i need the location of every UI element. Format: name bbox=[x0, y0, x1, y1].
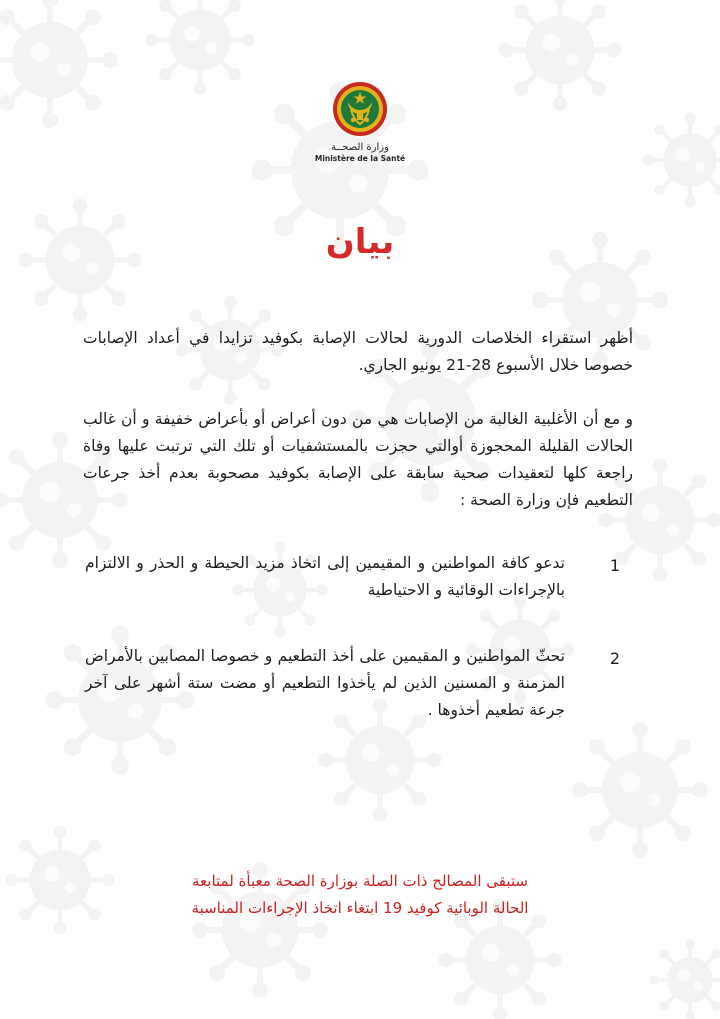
list-item-text: تحثّ المواطنين و المقيمين على أخذ التطعيم و خصوصا المصابين بالأمراض المزمنة و المسنين الذين لم يأخذوا التطعيم أو مضت ستة أشهر على آخر جرعة تطعيم أخذوها . bbox=[85, 647, 565, 719]
list-item-number: 1 bbox=[609, 556, 620, 575]
ministry-name-arabic: وزارة الصحــة bbox=[331, 142, 389, 153]
ministry-name-french: Ministère de la Santé bbox=[314, 154, 406, 163]
paragraph-1: أظهر استقراء الخلاصات الدورية لحالات الإصابة بكوفيد تزايدا في أعداد الإصابات خصوصا خلال الأسبوع 28-21 يونيو الجاري. bbox=[83, 329, 633, 374]
list-item bbox=[0, 550, 720, 630]
closing-note-line-1: ستبقى المصالح ذات الصلة بوزارة الصحة معبأة لمتابعة bbox=[192, 872, 528, 890]
ministry-header bbox=[0, 80, 720, 164]
paragraph-2: و مع أن الأغلبية الغالبة من الإصابات هي من دون أعراض أو بأعراض خفيفة و أن غالب الحالات القليلة المحجوزة أوالتي حجزت بالمستشفيات أو تلك التي ترتبت عليها وفاة راجعة كلها لتعقيدات صحية سابقة على الإصابة بكوفيد مصحوبة بعدم أخذ جرعات التطعيم فإن وزارة الصحة : bbox=[83, 410, 633, 509]
list-item bbox=[0, 643, 720, 723]
list-item-number: 2 bbox=[609, 649, 620, 668]
national-emblem-icon bbox=[331, 80, 389, 138]
list-item-text: تدعو كافة المواطنين و المقيمين إلى اتخاذ مزيد الحيطة و الحذر و الالتزام بالإجراءات الوقائية و الاحتياطية bbox=[85, 554, 565, 599]
closing-note bbox=[0, 868, 720, 922]
closing-note-line-2: الحالة الوبائية كوفيد 19 ابتغاء اتخاذ الإجراءات المناسبة bbox=[191, 899, 529, 917]
page-title: بيان bbox=[325, 222, 395, 262]
